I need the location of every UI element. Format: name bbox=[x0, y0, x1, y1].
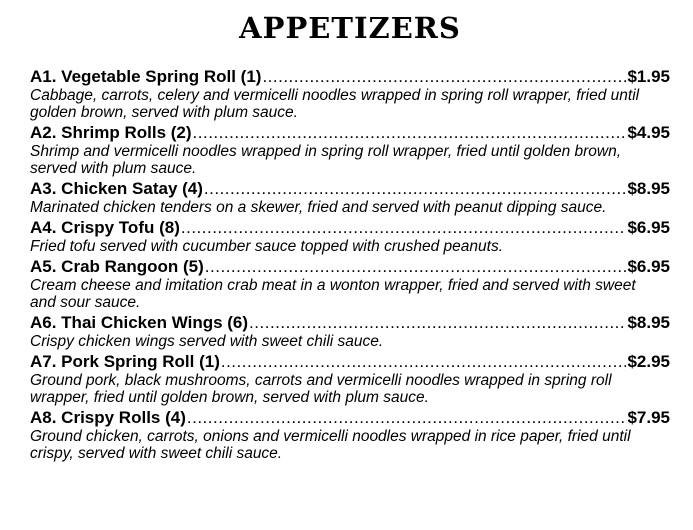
item-name: A8. Crispy Rolls (4) bbox=[30, 408, 186, 427]
menu-item-a4 bbox=[30, 217, 670, 255]
dot-leader bbox=[262, 66, 626, 87]
menu-item-a5 bbox=[30, 256, 670, 311]
item-name: A7. Pork Spring Roll (1) bbox=[30, 352, 220, 371]
menu-item-header bbox=[30, 178, 670, 199]
menu-item-a7 bbox=[30, 351, 670, 406]
item-price: $8.95 bbox=[627, 179, 670, 198]
item-name: A5. Crab Rangoon (5) bbox=[30, 257, 204, 276]
menu-item-a6 bbox=[30, 312, 670, 350]
item-price: $8.95 bbox=[627, 313, 670, 332]
dot-leader bbox=[249, 312, 626, 333]
dot-leader bbox=[204, 178, 627, 199]
dot-leader bbox=[205, 256, 627, 277]
menu-item-a3 bbox=[30, 178, 670, 216]
item-description: Fried tofu served with cucumber sauce topped with crushed peanuts. bbox=[30, 238, 504, 255]
menu-item-header bbox=[30, 351, 670, 372]
section-title: APPETIZERS bbox=[239, 11, 461, 45]
menu-item-header bbox=[30, 217, 670, 238]
item-name: A3. Chicken Satay (4) bbox=[30, 179, 203, 198]
dot-leader bbox=[187, 407, 627, 428]
item-description: Cream cheese and imitation crab meat in a wonton wrapper, fried and served with sweet and sour sauce. bbox=[30, 277, 636, 311]
menu-item-header bbox=[30, 122, 670, 143]
item-price: $1.95 bbox=[627, 67, 670, 86]
item-price: $7.95 bbox=[627, 408, 670, 427]
item-price: $4.95 bbox=[627, 123, 670, 142]
item-name: A1. Vegetable Spring Roll (1) bbox=[30, 67, 262, 86]
menu-item-header bbox=[30, 256, 670, 277]
appetizer-list bbox=[30, 66, 670, 463]
item-price: $2.95 bbox=[627, 352, 670, 371]
dot-leader bbox=[181, 217, 627, 238]
item-description: Marinated chicken tenders on a skewer, fried and served with peanut dipping sauce. bbox=[30, 199, 607, 216]
item-name: A4. Crispy Tofu (8) bbox=[30, 218, 180, 237]
dot-leader bbox=[221, 351, 627, 372]
item-name: A6. Thai Chicken Wings (6) bbox=[30, 313, 249, 332]
menu-item-a8 bbox=[30, 407, 670, 462]
item-price: $6.95 bbox=[627, 218, 670, 237]
menu-item-a1 bbox=[30, 66, 670, 121]
item-description: Cabbage, carrots, celery and vermicelli noodles wrapped in spring roll wrapper, fried until golden brown, served with plum sauce. bbox=[30, 87, 640, 121]
menu-item-header bbox=[30, 407, 670, 428]
menu-item-header bbox=[30, 66, 670, 87]
item-description: Crispy chicken wings served with sweet chili sauce. bbox=[30, 333, 384, 350]
dot-leader bbox=[193, 122, 627, 143]
item-price: $6.95 bbox=[627, 257, 670, 276]
item-name: A2. Shrimp Rolls (2) bbox=[30, 123, 192, 142]
item-description: Ground pork, black mushrooms, carrots and vermicelli noodles wrapped in spring roll wrapper, fried until golden brown, served with plum sauce. bbox=[30, 372, 612, 406]
item-description: Ground chicken, carrots, onions and vermicelli noodles wrapped in rice paper, fried until crispy, served with sweet chili sauce. bbox=[30, 428, 631, 462]
menu-item-header bbox=[30, 312, 670, 333]
item-description: Shrimp and vermicelli noodles wrapped in spring roll wrapper, fried until golden brown, served with plum sauce. bbox=[30, 143, 622, 177]
menu-item-a2 bbox=[30, 122, 670, 177]
